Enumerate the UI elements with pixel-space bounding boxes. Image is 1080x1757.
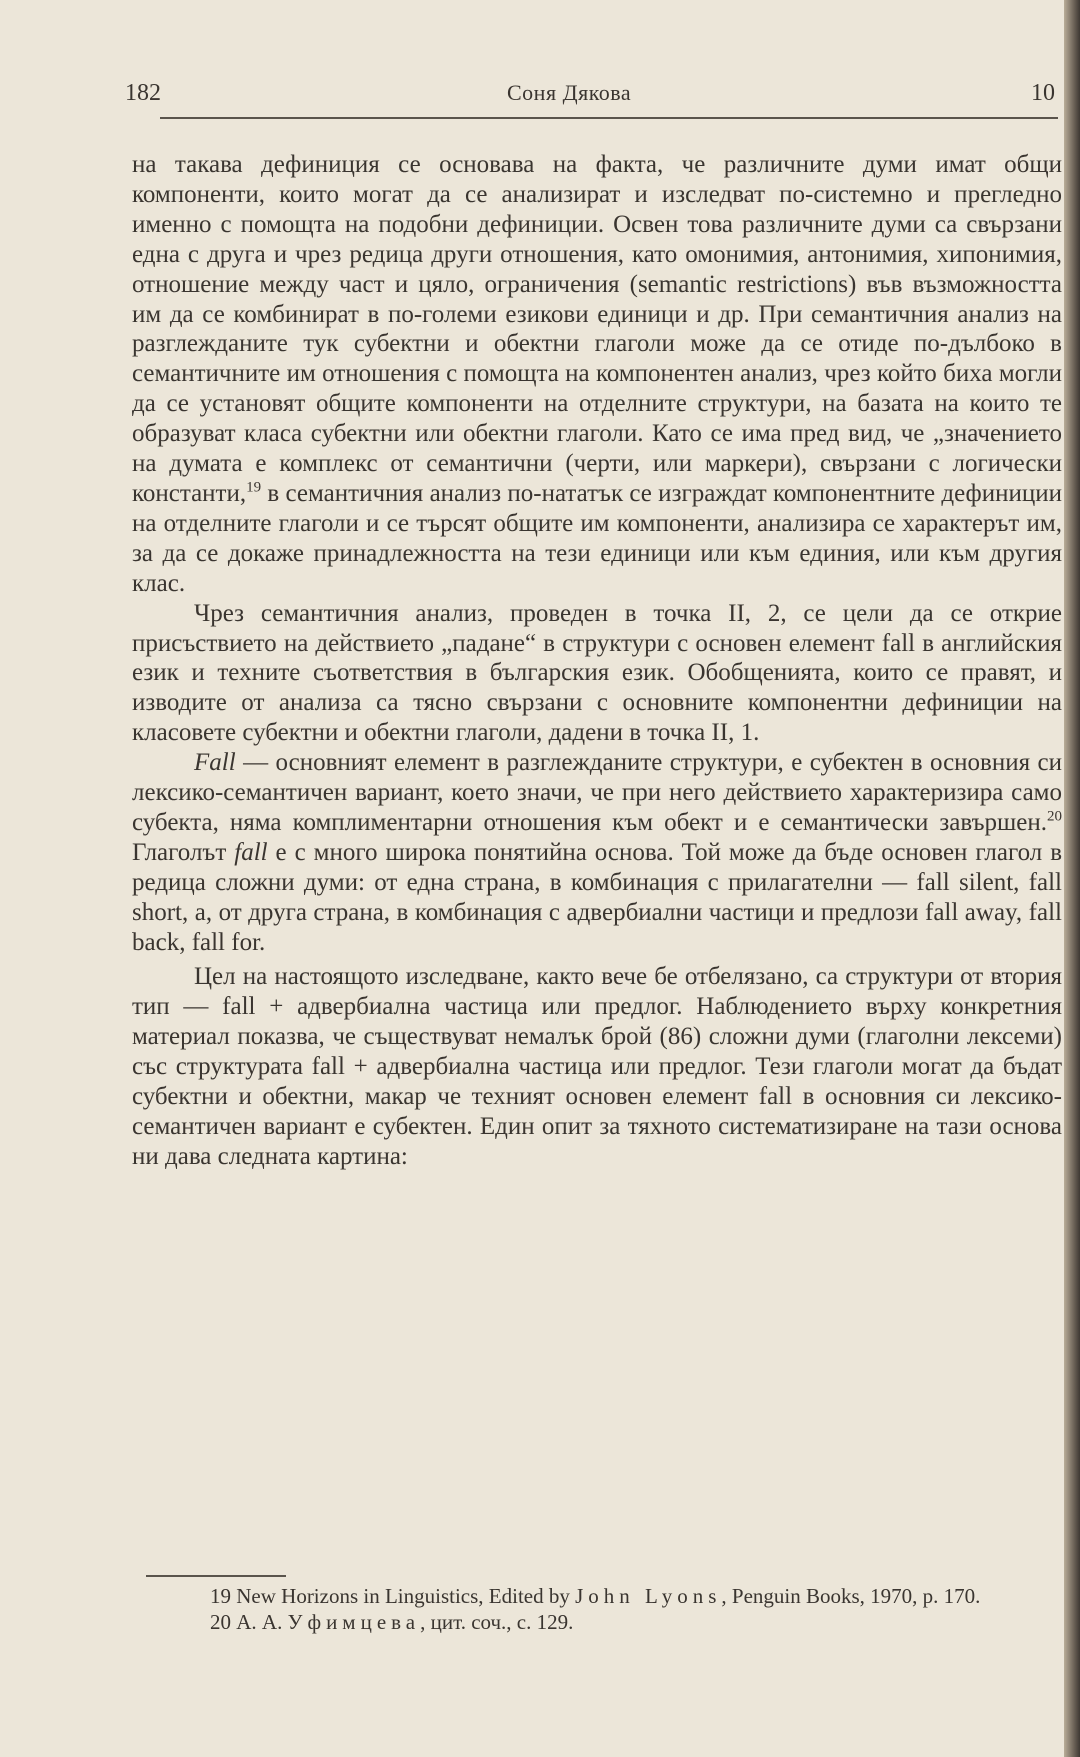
paragraph-4: Цел на настоящото изследване, както вече бе отбелязано, са структури от втория тип — fall + адвербиална частица или предлог. Наблюдението върху конкретния материал показва, че съществуват немалък брой (86) сложни думи (глаголни лексеми) със структурата fall + адвербиална частица или предлог. Тези глаголи могат да бъдат субектни и обектни, макар че техният основен елемент fall в основния си лексико-семантичен вариант е субектен. Един опит за тяхното систематизиране на тази основа ни дава следната картина: xyxy=(132,963,1062,1170)
footnote-ref-19[interactable]: 19 xyxy=(246,479,262,496)
footnotes xyxy=(146,1575,1058,1635)
book-edge xyxy=(1064,0,1080,1757)
footnote-number: 19 xyxy=(210,1584,231,1608)
running-header xyxy=(125,80,1055,120)
header-right-number: 10 xyxy=(1031,80,1055,106)
footnote-19: 19 New Horizons in Linguistics, Edited by John Lyons, Penguin Books, 1970, p. 170. xyxy=(210,1584,981,1608)
running-author: Соня Дякова xyxy=(507,80,632,105)
term-fall-italic: fall xyxy=(234,838,268,866)
footnote-20: 20 А. А. Уфимцева, цит. соч., с. 129. xyxy=(210,1610,574,1634)
footnote-ref-20[interactable]: 20 xyxy=(1047,808,1062,825)
page-number: 182 xyxy=(125,80,161,106)
header-rule xyxy=(160,117,1058,119)
body-text xyxy=(132,150,1062,1172)
paragraph-2: Чрез семантичния анализ, проведен в точка II, 2, се цели да се открие присъствието на действието „падане“ в структури с основен елемент fall в английския език и техните съответствия в българския език. Обобщенията, които се правят, и изводите от анализа са тясно свързани с основните компонентни дефиниции на класовете субектни и обектни глаголи, дадени в точка II, 1. xyxy=(132,599,1062,747)
footnote-rule xyxy=(146,1575,286,1577)
footnote-number: 20 xyxy=(210,1610,231,1634)
paragraph-1: на такава дефиниция се основава на факта, че различните думи имат общи компоненти, които могат да се анализират и изследват по-системно и прегледно именно с помощта на подобни дефиниции. Освен това различните думи са свързани една с друга и чрез редица други отношения, като омонимия, антонимия, хипонимия, отношение между част и цяло, ограничения (semantic restrictions) във възможността им да се комбинират в по-големи езикови единици и др. При семантичния анализ на разглежданите тук субектни и обектни глаголи може да се отиде по-дълбоко в семантичните им отношения с помощта на компонентен анализ, чрез който биха могли да се установят общите компоненти на отделните структури, на базата на които те образуват класа субектни или обектни глаголи. Като се има пред вид, че „значението на думата е комплекс от семантични (черти, или маркери), свързани с логически константи,$^{19}$ в семантичния анализ по-нататък се изграждат компонентните дефиниции на отделните глаголи и се търсят общите им компоненти, анализира се характерът им, за да се докаже принадлежността на тези единици или към единия, или към другия клас. xyxy=(132,151,1062,597)
term-fall: Fall xyxy=(194,749,236,777)
paragraph-3: Fall — основният елемент в разглежданите структури, е субектен в основния си лексико-семантичен вариант, което значи, че при него действието характеризира само субекта, няма комплиментарни отношения към обект и е семантически завършен.$^{20}$ Глаголът fall е с много широка понятийна основа. Той може да бъде основен глагол в редица сложни думи: от една страна, в комбинация с прилагателни — fall silent, fall short, а, от друга страна, в комбинация с адвербиални частици и предлози fall away, fall back, fall for. xyxy=(132,749,1062,956)
